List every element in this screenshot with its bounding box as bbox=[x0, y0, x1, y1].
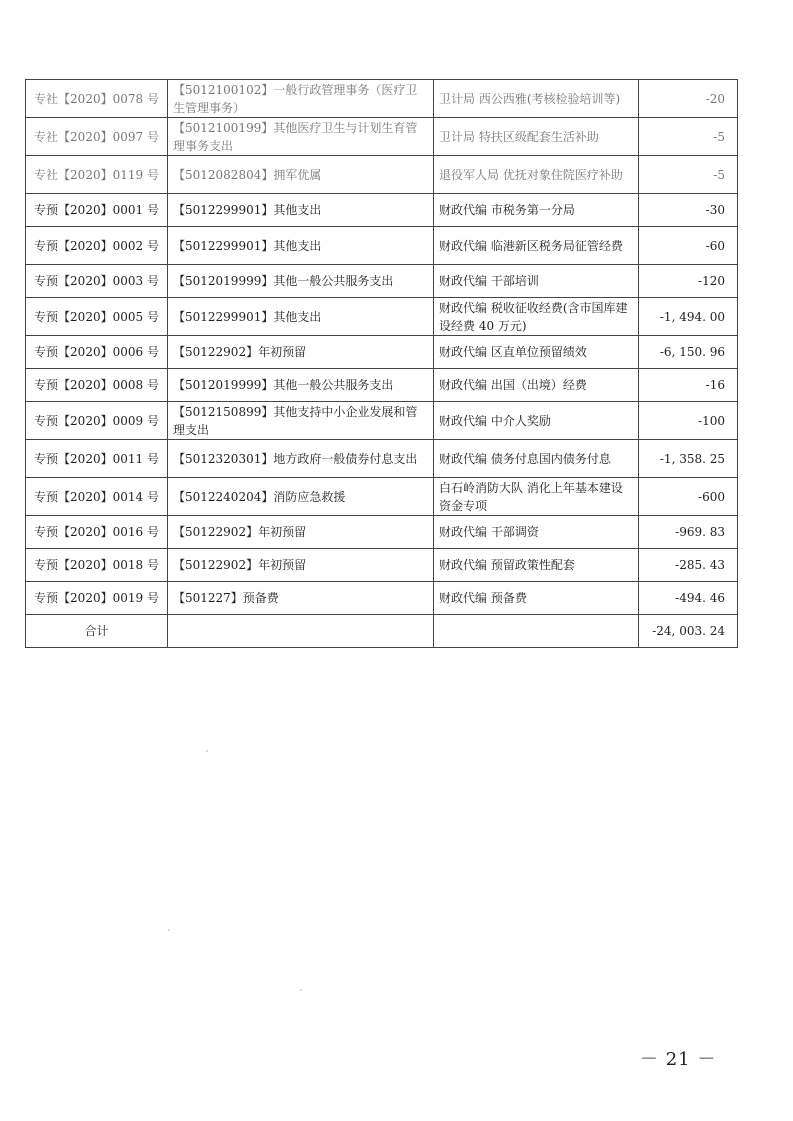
subject-cell: 【5012082804】拥军优属 bbox=[168, 156, 434, 194]
subject-cell: 【5012240204】消防应急救援 bbox=[168, 478, 434, 516]
amount-cell: -600 bbox=[639, 478, 738, 516]
doc-number-cell: 专预【2020】0001 号 bbox=[26, 194, 168, 227]
doc-number-cell: 专预【2020】0005 号 bbox=[26, 298, 168, 336]
subject-cell: 【5012100199】其他医疗卫生与计划生育管理事务支出 bbox=[168, 118, 434, 156]
usage-cell: 财政代编 预留政策性配套 bbox=[434, 549, 639, 582]
budget-adjustment-table bbox=[25, 79, 738, 648]
table-row bbox=[26, 582, 738, 615]
amount-cell: -6, 150. 96 bbox=[639, 336, 738, 369]
doc-number-cell: 专社【2020】0119 号 bbox=[26, 156, 168, 194]
amount-cell: -494. 46 bbox=[639, 582, 738, 615]
usage-cell: 卫计局 特扶区级配套生活补助 bbox=[434, 118, 639, 156]
subject-cell: 【5012299901】其他支出 bbox=[168, 194, 434, 227]
doc-number-cell: 专社【2020】0078 号 bbox=[26, 80, 168, 118]
scan-speck bbox=[300, 989, 302, 991]
total-label-cell: 合计 bbox=[26, 615, 168, 648]
doc-number-cell: 专预【2020】0018 号 bbox=[26, 549, 168, 582]
amount-cell: -5 bbox=[639, 156, 738, 194]
doc-number-cell: 专预【2020】0008 号 bbox=[26, 369, 168, 402]
usage-cell: 财政代编 债务付息国内债务付息 bbox=[434, 440, 639, 478]
total-usage-cell bbox=[434, 615, 639, 648]
doc-number-cell: 专预【2020】0014 号 bbox=[26, 478, 168, 516]
table-row bbox=[26, 402, 738, 440]
usage-cell: 财政代编 预备费 bbox=[434, 582, 639, 615]
usage-cell: 财政代编 干部调资 bbox=[434, 516, 639, 549]
total-amount-cell: -24, 003. 24 bbox=[639, 615, 738, 648]
table-row bbox=[26, 80, 738, 118]
amount-cell: -30 bbox=[639, 194, 738, 227]
usage-cell: 财政代编 中介人奖励 bbox=[434, 402, 639, 440]
amount-cell: -20 bbox=[639, 80, 738, 118]
usage-cell: 财政代编 区直单位预留绩效 bbox=[434, 336, 639, 369]
table-row bbox=[26, 118, 738, 156]
usage-cell: 财政代编 临港新区税务局征管经费 bbox=[434, 227, 639, 265]
doc-number-cell: 专社【2020】0097 号 bbox=[26, 118, 168, 156]
table-row bbox=[26, 478, 738, 516]
subject-cell: 【5012299901】其他支出 bbox=[168, 227, 434, 265]
amount-cell: -5 bbox=[639, 118, 738, 156]
table-row bbox=[26, 194, 738, 227]
scan-speck bbox=[206, 750, 208, 752]
subject-cell: 【50122902】年初预留 bbox=[168, 336, 434, 369]
total-subject-cell bbox=[168, 615, 434, 648]
total-row bbox=[26, 615, 738, 648]
table-row bbox=[26, 549, 738, 582]
table-row bbox=[26, 440, 738, 478]
amount-cell: -1, 494. 00 bbox=[639, 298, 738, 336]
table-row bbox=[26, 156, 738, 194]
doc-number-cell: 专预【2020】0011 号 bbox=[26, 440, 168, 478]
table-row bbox=[26, 265, 738, 298]
doc-number-cell: 专预【2020】0003 号 bbox=[26, 265, 168, 298]
subject-cell: 【5012299901】其他支出 bbox=[168, 298, 434, 336]
amount-cell: -1, 358. 25 bbox=[639, 440, 738, 478]
doc-number-cell: 专预【2020】0016 号 bbox=[26, 516, 168, 549]
amount-cell: -969. 83 bbox=[639, 516, 738, 549]
subject-cell: 【50122902】年初预留 bbox=[168, 549, 434, 582]
table-row bbox=[26, 516, 738, 549]
subject-cell: 【5012019999】其他一般公共服务支出 bbox=[168, 369, 434, 402]
subject-cell: 【5012100102】一般行政管理事务（医疗卫生管理事务） bbox=[168, 80, 434, 118]
usage-cell: 退役军人局 优抚对象住院医疗补助 bbox=[434, 156, 639, 194]
amount-cell: -285. 43 bbox=[639, 549, 738, 582]
usage-cell: 财政代编 干部培训 bbox=[434, 265, 639, 298]
usage-cell: 财政代编 市税务第一分局 bbox=[434, 194, 639, 227]
subject-cell: 【5012150899】其他支持中小企业发展和管理支出 bbox=[168, 402, 434, 440]
table-row bbox=[26, 227, 738, 265]
usage-cell: 财政代编 出国（出境）经费 bbox=[434, 369, 639, 402]
amount-cell: -100 bbox=[639, 402, 738, 440]
doc-number-cell: 专预【2020】0006 号 bbox=[26, 336, 168, 369]
table-row bbox=[26, 369, 738, 402]
subject-cell: 【501227】预备费 bbox=[168, 582, 434, 615]
amount-cell: -120 bbox=[639, 265, 738, 298]
subject-cell: 【50122902】年初预留 bbox=[168, 516, 434, 549]
amount-cell: -16 bbox=[639, 369, 738, 402]
table-row bbox=[26, 298, 738, 336]
usage-cell: 财政代编 税收征收经费(含市国库建设经费 40 万元) bbox=[434, 298, 639, 336]
doc-number-cell: 专预【2020】0009 号 bbox=[26, 402, 168, 440]
usage-cell: 卫计局 西公西雅(考核检验培训等) bbox=[434, 80, 639, 118]
subject-cell: 【5012320301】地方政府一般债券付息支出 bbox=[168, 440, 434, 478]
doc-number-cell: 专预【2020】0019 号 bbox=[26, 582, 168, 615]
table-body bbox=[26, 80, 738, 648]
subject-cell: 【5012019999】其他一般公共服务支出 bbox=[168, 265, 434, 298]
usage-cell: 白石岭消防大队 消化上年基本建设资金专项 bbox=[434, 478, 639, 516]
doc-number-cell: 专预【2020】0002 号 bbox=[26, 227, 168, 265]
amount-cell: -60 bbox=[639, 227, 738, 265]
scan-speck bbox=[168, 929, 170, 931]
page-number: － 21 － bbox=[640, 1049, 717, 1070]
table-row bbox=[26, 336, 738, 369]
